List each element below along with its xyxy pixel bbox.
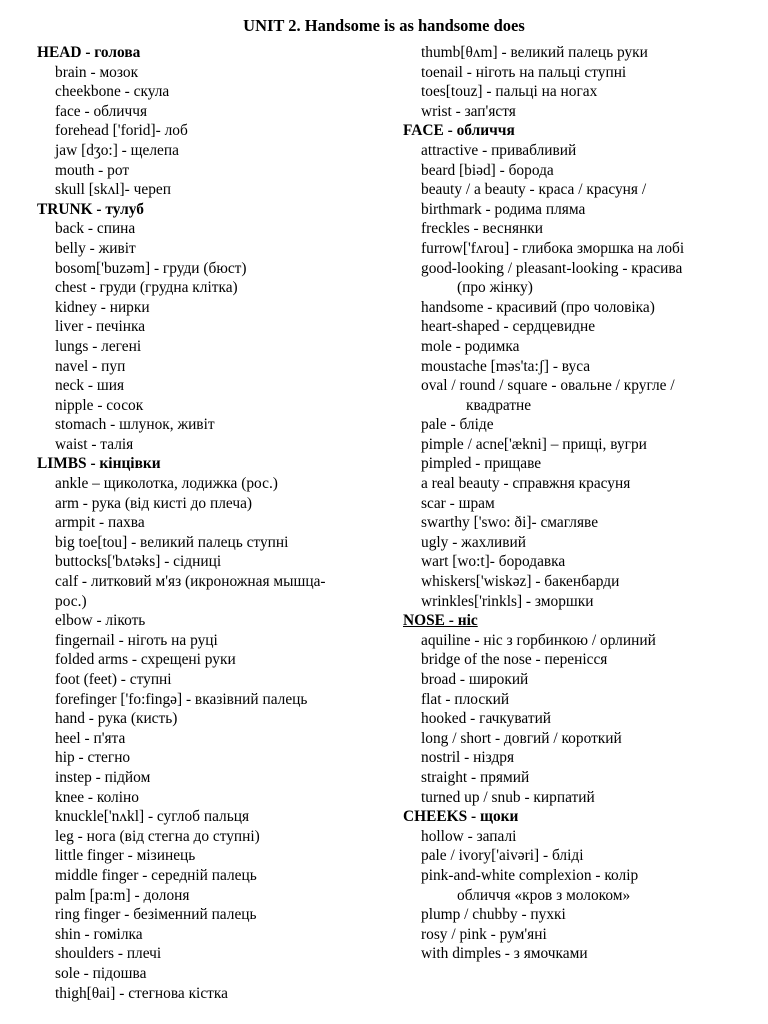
vocab-entry: elbow - лікоть <box>55 612 146 630</box>
vocab-entry: a real beauty - справжня красуня <box>421 475 631 493</box>
vocab-entry: scar - шрам <box>421 494 495 512</box>
vocab-entry: toes[touz] - пальці на ногах <box>421 83 598 101</box>
vocab-entry: heart-shaped - сердцевидне <box>421 318 596 336</box>
vocab-entry: good-looking / pleasant-looking - красива <box>421 259 683 277</box>
vocab-entry: neck - шия <box>55 377 125 395</box>
vocab-entry: face - обличчя <box>55 102 148 120</box>
vocab-entry: bosom['buzəm] - груди (бюст) <box>55 259 247 277</box>
vocab-entry: attractive - привабливий <box>421 141 577 159</box>
vocab-entry: skull [skʌl]- череп <box>55 181 171 199</box>
vocab-entry: stomach - шлунок, живіт <box>55 416 215 434</box>
vocab-entry: navel - пуп <box>55 357 126 375</box>
vocab-entry: ankle – щиколотка, лодижка (рос.) <box>55 475 278 493</box>
vocab-entry: back - спина <box>55 220 136 238</box>
vocab-entry: shoulders - плечі <box>55 945 162 963</box>
vocab-entry: rosy / pink - рум'яні <box>421 925 547 943</box>
section-heading: HEAD - голова <box>37 44 141 61</box>
vocab-entry: arm - рука (від кисті до плеча) <box>55 494 253 512</box>
section-heading: TRUNK - тулуб <box>37 200 144 218</box>
vocab-entry: knee - коліно <box>55 788 139 806</box>
vocab-entry: plump / chubby - пухкі <box>421 906 566 924</box>
vocab-entry: nostril - ніздря <box>421 749 515 767</box>
vocab-entry: ugly - жахливий <box>421 533 526 551</box>
vocab-entry: thigh[θai] - стегнова кістка <box>55 984 228 1002</box>
vocab-entry: moustache [məs'ta:ʃ] - вуса <box>421 357 591 375</box>
vocab-entry: nipple - сосок <box>55 396 144 414</box>
vocab-entry: calf - литковий м'яз (икроножная мышца- <box>55 573 326 591</box>
vocab-entry: mouth - рот <box>55 161 130 179</box>
vocab-entry: flat - плоский <box>421 690 510 708</box>
vocab-entry: toenail - ніготь на пальці ступні <box>421 63 627 81</box>
right-column <box>403 43 753 964</box>
vocab-entry: folded arms - схрещені руки <box>55 651 236 669</box>
vocab-entry: forehead ['forid]- лоб <box>55 122 188 140</box>
vocab-entry: armpit - пахва <box>55 514 145 532</box>
vocab-entry: sole - підошва <box>55 964 147 982</box>
vocab-entry: beard [biəd] - борода <box>421 161 554 179</box>
vocab-entry: handsome - красивий (про чоловіка) <box>421 298 655 316</box>
vocab-entry: long / short - довгий / короткий <box>421 729 622 747</box>
vocab-entry: birthmark - родима пляма <box>421 200 586 218</box>
vocab-entry: hollow - запалі <box>421 827 517 845</box>
entry-continuation: квадратне <box>466 396 532 414</box>
left-column <box>37 43 397 1003</box>
vocab-entry: aquiline - ніс з горбинкою / орлиний <box>421 631 656 649</box>
vocab-entry: pimple / acne['ækni] – прищі, вугри <box>421 435 647 453</box>
vocab-entry: pale / ivory['aivəri] - бліді <box>421 847 584 865</box>
vocab-entry: little finger - мізинець <box>55 847 196 865</box>
entry-continuation: рос.) <box>55 592 87 610</box>
section-heading: LIMBS - кінцівки <box>37 455 161 473</box>
vocab-entry: shin - гомілка <box>55 925 143 943</box>
section-heading: CHEEKS - щоки <box>403 808 519 826</box>
vocab-entry: swarthy ['swo: ði]- смагляве <box>421 514 599 532</box>
vocab-entry: forefinger ['fo:fingə] - вказівний палець <box>55 690 308 708</box>
vocab-entry: waist - талія <box>55 435 134 453</box>
vocab-entry: palm [pa:m] - долоня <box>55 886 190 904</box>
entry-continuation: обличчя «кров з молоком» <box>457 886 631 904</box>
vocab-entry: brain - мозок <box>55 63 139 81</box>
vocab-entry: turned up / snub - кирпатий <box>421 788 595 806</box>
vocab-entry: heel - п'ята <box>55 729 126 747</box>
vocab-entry: instep - підйом <box>55 768 151 786</box>
vocab-entry: furrow['fʌrou] - глибока зморшка на лобі <box>421 239 685 257</box>
vocab-entry: hooked - гачкуватий <box>421 710 552 728</box>
vocab-entry: belly - живіт <box>55 239 136 257</box>
vocab-entry: thumb[θʌm] - великий палець руки <box>421 44 648 61</box>
vocab-entry: straight - прямий <box>421 768 530 786</box>
vocab-entry: pink-and-white complexion - колір <box>421 866 639 884</box>
vocab-entry: knuckle['nʌkl] - суглоб пальця <box>55 808 250 826</box>
vocab-entry: wrinkles['rinkls] - зморшки <box>421 592 594 610</box>
vocab-entry: wrist - зап'ястя <box>421 102 516 120</box>
section-heading: FACE - обличчя <box>403 122 515 140</box>
vocab-entry: buttocks['bʌtəks] - сідниці <box>55 553 222 571</box>
vocab-entry: jaw [dʒo:] - щелепа <box>55 141 179 159</box>
vocab-entry: hip - стегно <box>55 749 131 767</box>
vocab-entry: oval / round / square - овальне / кругле / <box>421 377 675 395</box>
vocab-entry: with dimples - з ямочками <box>421 945 588 963</box>
vocab-entry: lungs - легені <box>55 337 142 355</box>
vocab-entry: pimpled - прищаве <box>421 455 542 473</box>
vocab-entry: beauty / a beauty - краса / красуня / <box>421 181 647 199</box>
section-heading: NOSE - ніс <box>403 612 478 630</box>
entry-continuation: (про жінку) <box>457 279 533 297</box>
vocab-entry: whiskers['wiskəz] - бакенбарди <box>421 573 620 591</box>
vocab-entry: liver - печінка <box>55 318 146 336</box>
vocab-entry: bridge of the nose - перенісся <box>421 651 608 669</box>
vocab-entry: leg - нога (від стегна до ступні) <box>55 827 260 845</box>
vocab-entry: pale - бліде <box>421 416 494 434</box>
vocab-entry: middle finger - середній палець <box>55 866 257 884</box>
vocab-entry: big toe[tou] - великий палець ступні <box>55 533 289 551</box>
vocab-entry: fingernail - ніготь на руці <box>55 631 218 649</box>
vocab-entry: kidney - нирки <box>55 298 150 316</box>
vocab-entry: cheekbone - скула <box>55 83 170 101</box>
vocab-entry: chest - груди (грудна клітка) <box>55 279 238 297</box>
page-title: UNIT 2. Handsome is as handsome does <box>243 16 525 35</box>
vocab-entry: mole - родимка <box>421 337 520 355</box>
vocab-entry: freckles - веснянки <box>421 220 544 238</box>
vocab-entry: wart [wo:t]- бородавка <box>421 553 566 571</box>
vocab-entry: hand - рука (кисть) <box>55 710 178 728</box>
vocab-entry: foot (feet) - ступні <box>55 671 172 688</box>
vocab-entry: broad - широкий <box>421 671 529 688</box>
vocab-entry: ring finger - безіменний палець <box>55 906 257 924</box>
